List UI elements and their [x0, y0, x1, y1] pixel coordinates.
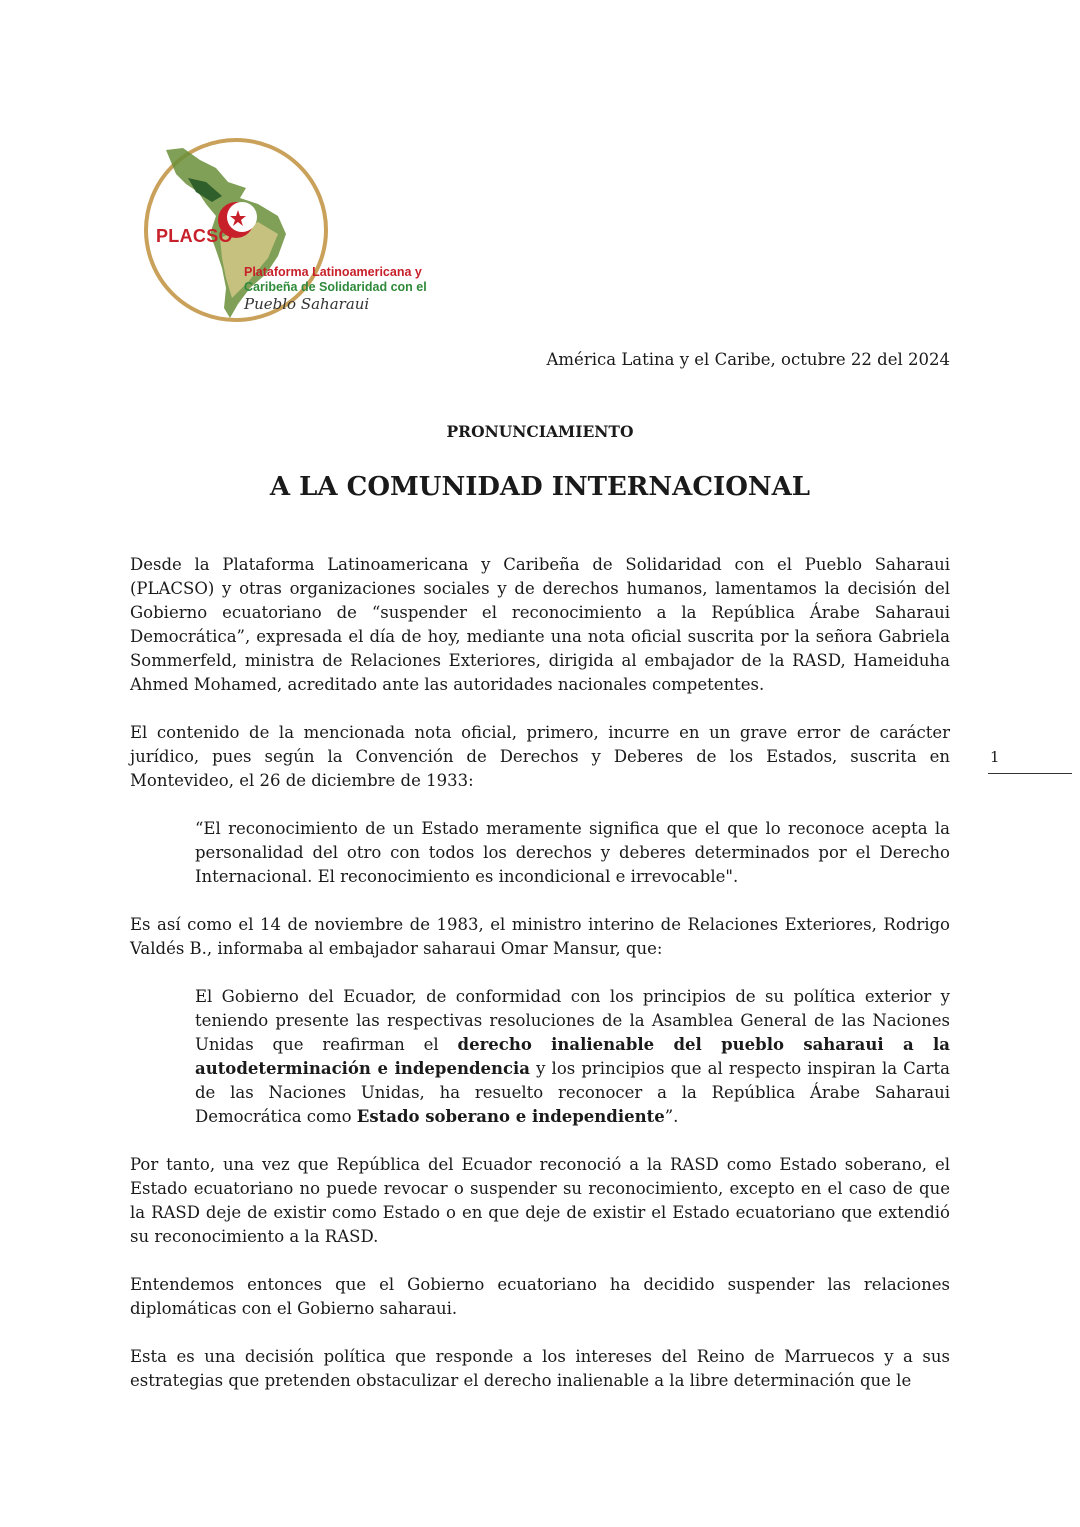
logo-acronym: PLACSO	[156, 226, 233, 246]
paragraph-1: Desde la Plataforma Latinoamericana y Caribeña de Solidaridad con el Pueblo Saharaui (PLACSO) y otras organizaciones sociales y de derechos humanos, lamentamos la decisión del Gobierno ecuatoriano de “suspender el reconocimiento a la República Árabe Saharaui Democrática”, expresada el día de hoy, mediante una nota oficial suscrita por la señora Gabriela Sommerfeld, ministra de Relaciones Exteriores, dirigida al embajador de la RASD, Hameiduha Ahmed Mohamed, acreditado ante las autoridades nacionales competentes.	[130, 555, 950, 694]
document-body	[130, 553, 950, 1417]
quote-1: “El reconocimiento de un Estado meramente significa que el que lo reconoce acepta la personalidad del otro con todos los derechos y deberes determinados por el Derecho Internacional. El reconocimiento es incondicional e irrevocable".	[195, 819, 950, 886]
quote-2-bold-2: Estado soberano e independiente	[356, 1107, 665, 1126]
logo-line-3: Pueblo Saharaui	[244, 295, 370, 313]
quote-2-bold-1: derecho inalienable del pueblo saharaui a la autodeterminación e independencia	[195, 1035, 950, 1078]
placso-logo	[128, 138, 428, 328]
document-date: América Latina y el Caribe, octubre 22 del 2024	[546, 350, 950, 369]
logo-line-1: Plataforma Latinoamericana y	[244, 265, 422, 279]
quote-2-text-1: El Gobierno del Ecuador, de conformidad con los principios de su política exterior y teniendo presente las respectivas resoluciones de la Asamblea General de las Naciones Unidas que reafirman el	[195, 987, 950, 1054]
paragraph-3: Es así como el 14 de noviembre de 1983, el ministro interino de Relaciones Exteriores, Rodrigo Valdés B., informaba al embajador saharaui Omar Mansur, que:	[130, 915, 950, 958]
logo-line-2: Caribeña de Solidaridad con el	[244, 280, 427, 294]
paragraph-5: Entendemos entonces que el Gobierno ecuatoriano ha decidido suspender las relaciones diplomáticas con el Gobierno saharaui.	[130, 1275, 950, 1318]
quote-2-text-2: y los principios que al respecto inspiran la Carta de las Naciones Unidas, ha resuelto reconocer a la República Árabe Saharaui Democrática como	[195, 1059, 950, 1126]
document-title: A LA COMUNIDAD INTERNACIONAL	[269, 472, 811, 502]
paragraph-4: Por tanto, una vez que República del Ecuador reconoció a la RASD como Estado soberano, el Estado ecuatoriano no puede revocar o suspender su reconocimiento, excepto en el caso de que la RASD deje de existir como Estado o en que deje de existir el Estado ecuatoriano que extendió su reconocimiento a la RASD.	[130, 1155, 950, 1246]
page-number-rule	[988, 773, 1072, 774]
page-number: 1	[990, 748, 1000, 766]
paragraph-6: Esta es una decisión política que responde a los intereses del Reino de Marruecos y a sus estrategias que pretenden obstaculizar el derecho inalienable a la libre determinación que le	[130, 1347, 950, 1390]
document-kicker: PRONUNCIAMIENTO	[446, 422, 634, 441]
quote-2-text-3: ”.	[664, 1107, 679, 1126]
paragraph-2: El contenido de la mencionada nota oficial, primero, incurre en un grave error de carácter jurídico, pues según la Convención de Derechos y Deberes de los Estados, suscrita en Montevideo, el 26 de diciembre de 1933:	[130, 723, 950, 790]
quote-2	[195, 985, 950, 1129]
